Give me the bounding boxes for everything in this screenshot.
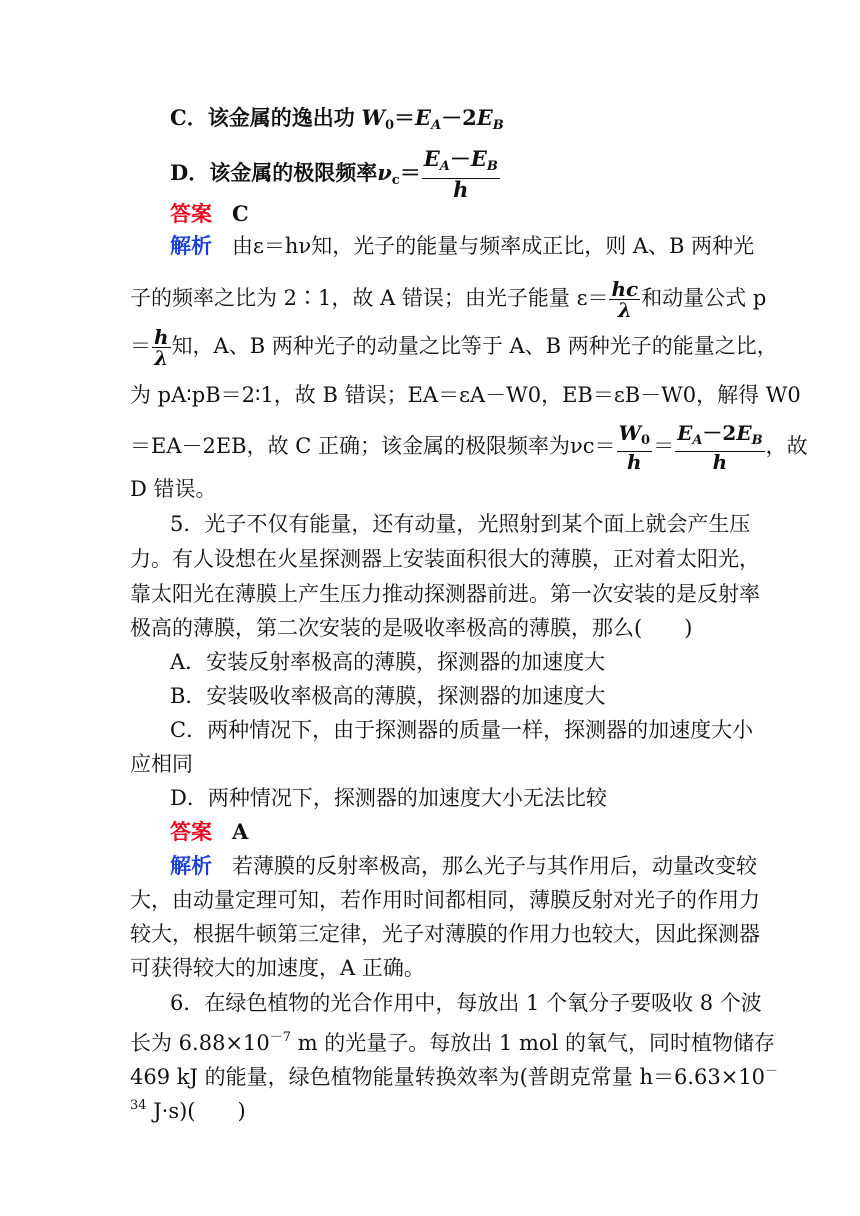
q6-stem-line-3: 469 kJ 的能量，绿色植物能量转换效率为(普朗克常量 h＝6.63×10－ bbox=[130, 1064, 779, 1089]
q5-analysis-line-1: 解析 若薄膜的反射率极高，那么光子与其作用后，动量改变较 bbox=[170, 853, 758, 878]
fraction-hc-over-lambda: $\frac{hc}{\lambda}$ bbox=[611, 277, 639, 322]
fraction-w0-over-h: $\frac{W_0}{h}$ bbox=[618, 421, 651, 474]
q4-option-c: C．该金属的逸出功 $W_0=E_A-2E_B$ bbox=[170, 105, 504, 133]
q5-option-c-cont: 应相同 bbox=[130, 752, 193, 776]
q5-option-b: B．安装吸收率极高的薄膜，探测器的加速度大 bbox=[170, 684, 606, 708]
q6-stem-line-1: 6．在绿色植物的光合作用中，每放出 1 个氧分子要吸收 8 个波 bbox=[170, 991, 762, 1015]
q4-analysis-line-3: ＝ $\frac{h}{\lambda}$ 知，A、B 两种光子的动量之比等于 A、B 两种光子的能量之比， bbox=[130, 325, 778, 370]
q4-answer: 答案 C bbox=[170, 201, 249, 226]
q5-stem-line-2: 力。有人设想在火星探测器上安装面积很大的薄膜，正对着太阳光， bbox=[130, 547, 760, 571]
q4-analysis-line-6: D 错误。 bbox=[130, 477, 217, 501]
fraction-ea-2eb-over-h: $\frac{E_A-2E_B}{h}$ bbox=[677, 421, 763, 474]
analysis-tag: 解析 bbox=[170, 853, 212, 878]
fraction-ea-eb-over-h: $\frac{E_A-E_B}{h}$ bbox=[423, 146, 498, 202]
q5-analysis-line-2: 大，由动量定理可知，若作用时间都相同，薄膜反射对光子的作用力 bbox=[130, 888, 760, 912]
q5-option-d: D．两种情况下，探测器的加速度大小无法比较 bbox=[170, 786, 607, 810]
q4-option-d: D．该金属的极限频率$\nu_c=$ $\frac{E_A-E_B}{h}$ bbox=[170, 146, 498, 202]
q4-analysis-line-1: 解析 由ε＝hν知，光子的能量与频率成正比，则 A、B 两种光 bbox=[170, 233, 755, 258]
q5-stem-line-4: 极高的薄膜，第二次安装的是吸收率极高的薄膜，那么( ) bbox=[130, 616, 693, 640]
q5-analysis-line-4: 可获得较大的加速度，A 正确。 bbox=[130, 956, 425, 980]
q5-analysis-line-3: 较大，根据牛顿第三定律，光子对薄膜的作用力也较大，因此探测器 bbox=[130, 922, 760, 946]
q5-stem-line-1: 5．光子不仅有能量，还有动量，光照射到某个面上就会产生压 bbox=[170, 512, 751, 536]
fraction-h-over-lambda: $\frac{h}{\lambda}$ bbox=[154, 325, 169, 370]
analysis-tag: 解析 bbox=[170, 233, 212, 258]
answer-tag: 答案 bbox=[170, 201, 212, 226]
answer-tag: 答案 bbox=[170, 819, 212, 844]
q4-analysis-line-4: 为 pA∶pB＝2∶1，故 B 错误；EA＝εA－W0，EB＝εB－W0，解得 W0 bbox=[130, 383, 801, 407]
q4-analysis-line-2: 子的频率之比为 2∶1，故 A 错误；由光子能量 ε＝ $\frac{hc}{\lambda}$ 和动量公式 p bbox=[130, 277, 767, 322]
q5-option-c: C．两种情况下，由于探测器的质量一样，探测器的加速度大小 bbox=[170, 718, 754, 742]
q5-answer: 答案 A bbox=[170, 819, 249, 844]
q6-stem-line-2: 长为 $6.88\times 10^{-7}$ m 的光量子。每放出 1 mol 的氧气，同时植物储存 bbox=[130, 1030, 775, 1055]
q5-option-a: A．安装反射率极高的薄膜，探测器的加速度大 bbox=[170, 650, 606, 674]
q6-stem-line-4: $^{34}$ J·s)( ) bbox=[130, 1098, 246, 1123]
q4-analysis-line-5: ＝EA－2EB，故 C 正确；该金属的极限频率为νc＝ $\frac{W_0}{h}$ ＝ $\frac{E_A-2E_B}{h}$ ，故 bbox=[130, 421, 808, 474]
q5-stem-line-3: 靠太阳光在薄膜上产生压力推动探测器前进。第一次安装的是反射率 bbox=[130, 582, 760, 606]
